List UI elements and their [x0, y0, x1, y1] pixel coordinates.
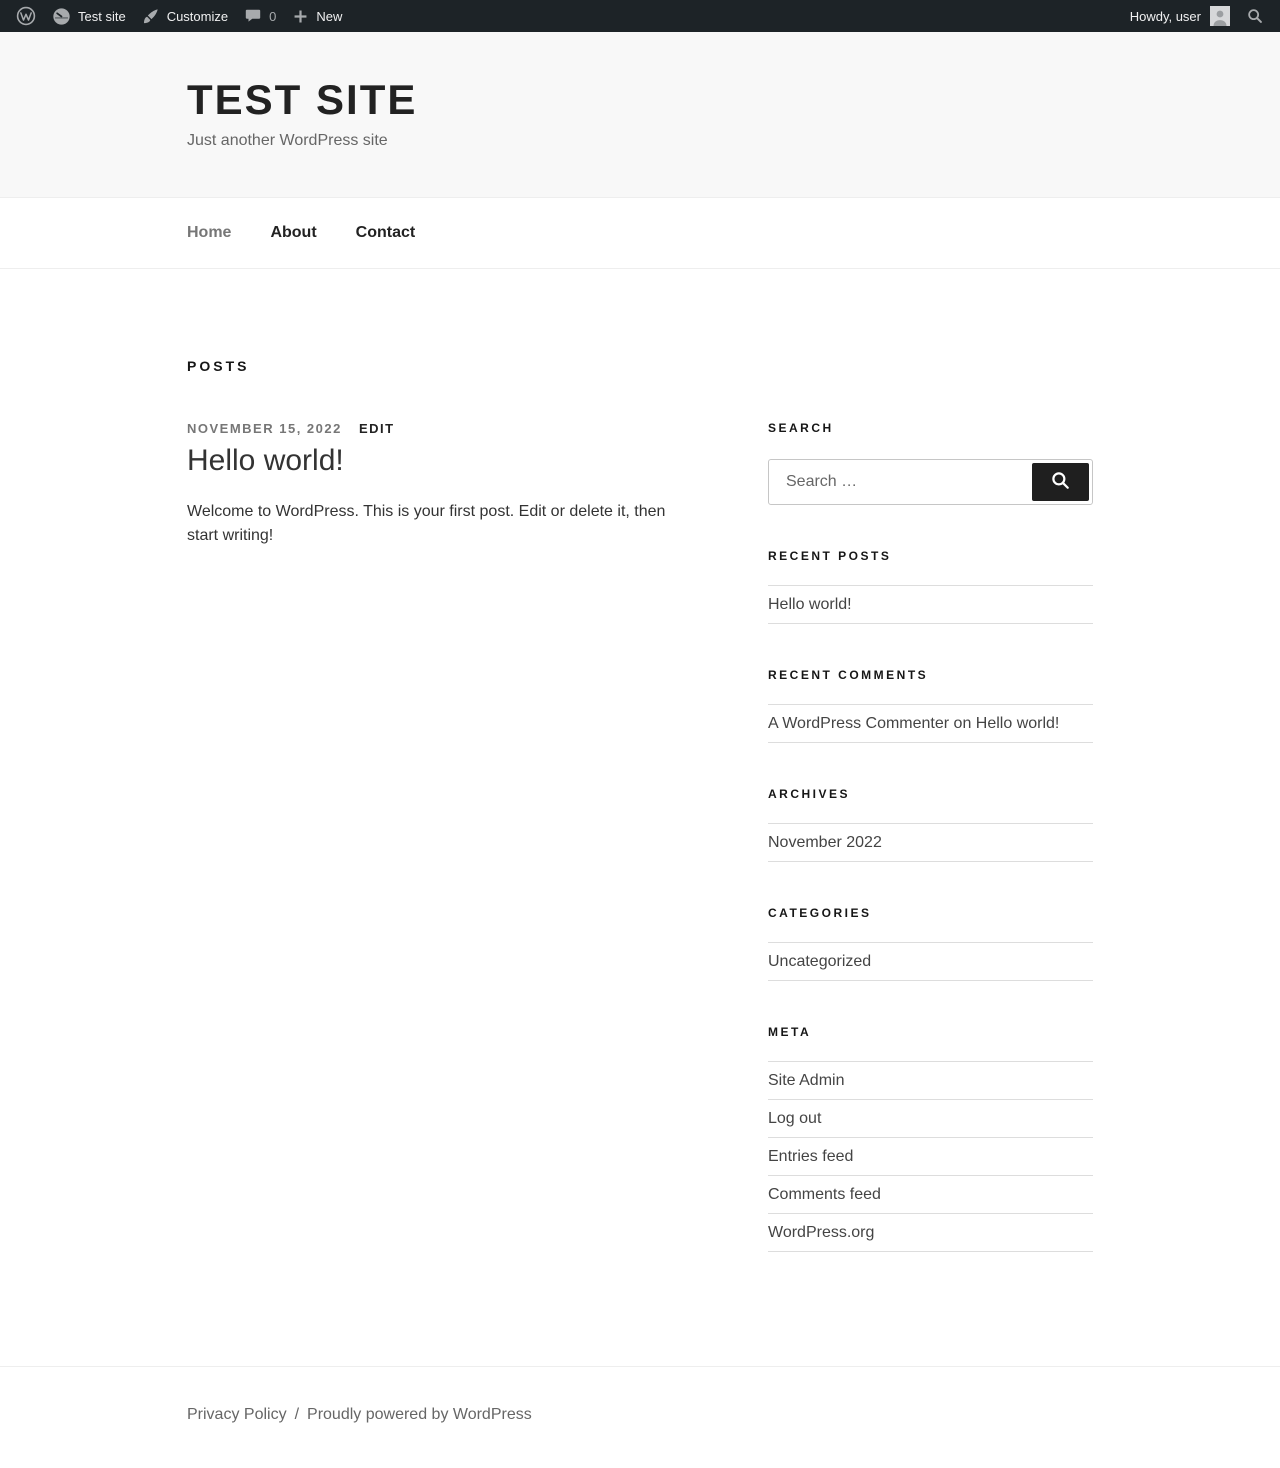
- post-body: Welcome to WordPress. This is your first post. Edit or delete it, then start writing!: [187, 503, 666, 544]
- post-article: [187, 421, 692, 548]
- comment-post-link[interactable]: Hello world!: [975, 715, 1060, 732]
- list-item: [768, 705, 1093, 743]
- list-item: [768, 824, 1093, 862]
- nav-item-contact[interactable]: Contact: [355, 224, 416, 241]
- archives-title: ARCHIVES: [768, 787, 851, 801]
- list-item: [768, 1138, 1093, 1176]
- dashboard-icon: [52, 7, 71, 26]
- archive-link[interactable]: November 2022: [768, 834, 882, 851]
- search-submit-icon: [1050, 470, 1071, 494]
- post-meta: [187, 421, 692, 436]
- admin-bar-comments-count: 0: [269, 8, 277, 24]
- avatar: [1210, 6, 1230, 26]
- list-item: [768, 1062, 1093, 1100]
- list-item: [768, 1214, 1093, 1252]
- comment-connector: on: [949, 715, 976, 732]
- posts-column: [187, 359, 692, 548]
- wordpress-logo-icon: [16, 6, 36, 26]
- nav-item-home[interactable]: Home: [187, 224, 232, 241]
- list-item: [768, 1100, 1093, 1138]
- post-edit-link[interactable]: EDIT: [358, 421, 395, 436]
- widget-search: [768, 421, 1093, 505]
- site-header: [0, 32, 1280, 197]
- comments-icon: [244, 7, 262, 25]
- list-item: [768, 586, 1093, 624]
- post-title-link[interactable]: Hello world!: [187, 444, 344, 477]
- admin-bar: [0, 0, 1280, 32]
- main-nav: [0, 197, 1280, 269]
- admin-bar-left: [8, 0, 350, 32]
- site-title: [187, 77, 1093, 123]
- meta-site-admin-link[interactable]: Site Admin: [768, 1072, 845, 1089]
- admin-bar-site-menu[interactable]: [44, 0, 134, 32]
- site-title-link[interactable]: TEST SITE: [187, 76, 418, 123]
- admin-bar-customize[interactable]: [134, 0, 236, 32]
- widget-categories: [768, 906, 1093, 981]
- site-footer: [0, 1366, 1280, 1468]
- categories-title: CATEGORIES: [768, 906, 872, 920]
- site-tagline: Just another WordPress site: [187, 132, 388, 149]
- recent-comments-title: RECENT COMMENTS: [768, 668, 929, 682]
- meta-entries-feed-link[interactable]: Entries feed: [768, 1148, 854, 1165]
- admin-bar-account[interactable]: [1122, 0, 1238, 32]
- admin-bar-howdy-label: Howdy, user: [1129, 8, 1201, 24]
- search-form: [768, 459, 1093, 505]
- post-date-link[interactable]: NOVEMBER 15, 2022: [187, 421, 342, 436]
- meta-log-out-link[interactable]: Log out: [768, 1110, 822, 1127]
- widget-archives: [768, 787, 1093, 862]
- sidebar: [768, 421, 1093, 1252]
- search-submit-button[interactable]: [1032, 463, 1089, 501]
- admin-bar-right: [1122, 0, 1272, 32]
- widget-recent-posts: [768, 549, 1093, 624]
- post-title: [187, 442, 692, 480]
- admin-search-icon: [1246, 7, 1264, 25]
- recent-post-link[interactable]: Hello world!: [768, 596, 852, 613]
- customize-icon: [142, 7, 160, 25]
- meta-comments-feed-link[interactable]: Comments feed: [768, 1186, 881, 1203]
- admin-bar-new-label: New: [316, 8, 343, 24]
- nav-item-about[interactable]: About: [270, 224, 317, 241]
- page-title: POSTS: [187, 358, 250, 374]
- list-item: [768, 1176, 1093, 1214]
- admin-bar-comments[interactable]: [236, 0, 284, 32]
- meta-wordpress-org-link[interactable]: WordPress.org: [768, 1224, 875, 1241]
- new-icon: [292, 8, 309, 25]
- admin-bar-new[interactable]: [284, 0, 350, 32]
- privacy-policy-link[interactable]: Privacy Policy: [187, 1406, 287, 1423]
- category-link[interactable]: Uncategorized: [768, 953, 872, 970]
- widget-meta: [768, 1025, 1093, 1252]
- comment-author-link[interactable]: A WordPress Commenter: [768, 715, 950, 732]
- footer-separator: /: [294, 1406, 300, 1423]
- content-area: [187, 269, 1093, 1252]
- search-input[interactable]: [769, 460, 1026, 504]
- list-item: [768, 943, 1093, 981]
- admin-bar-site-label: Test site: [78, 8, 126, 24]
- widget-recent-comments: [768, 668, 1093, 743]
- admin-bar-search[interactable]: [1238, 0, 1272, 32]
- recent-posts-title: RECENT POSTS: [768, 549, 892, 563]
- meta-title: META: [768, 1025, 812, 1039]
- search-widget-title: SEARCH: [768, 421, 834, 435]
- wordpress-logo-menu[interactable]: [8, 0, 44, 32]
- admin-bar-customize-label: Customize: [166, 8, 229, 24]
- powered-by-link[interactable]: Proudly powered by WordPress: [307, 1406, 532, 1423]
